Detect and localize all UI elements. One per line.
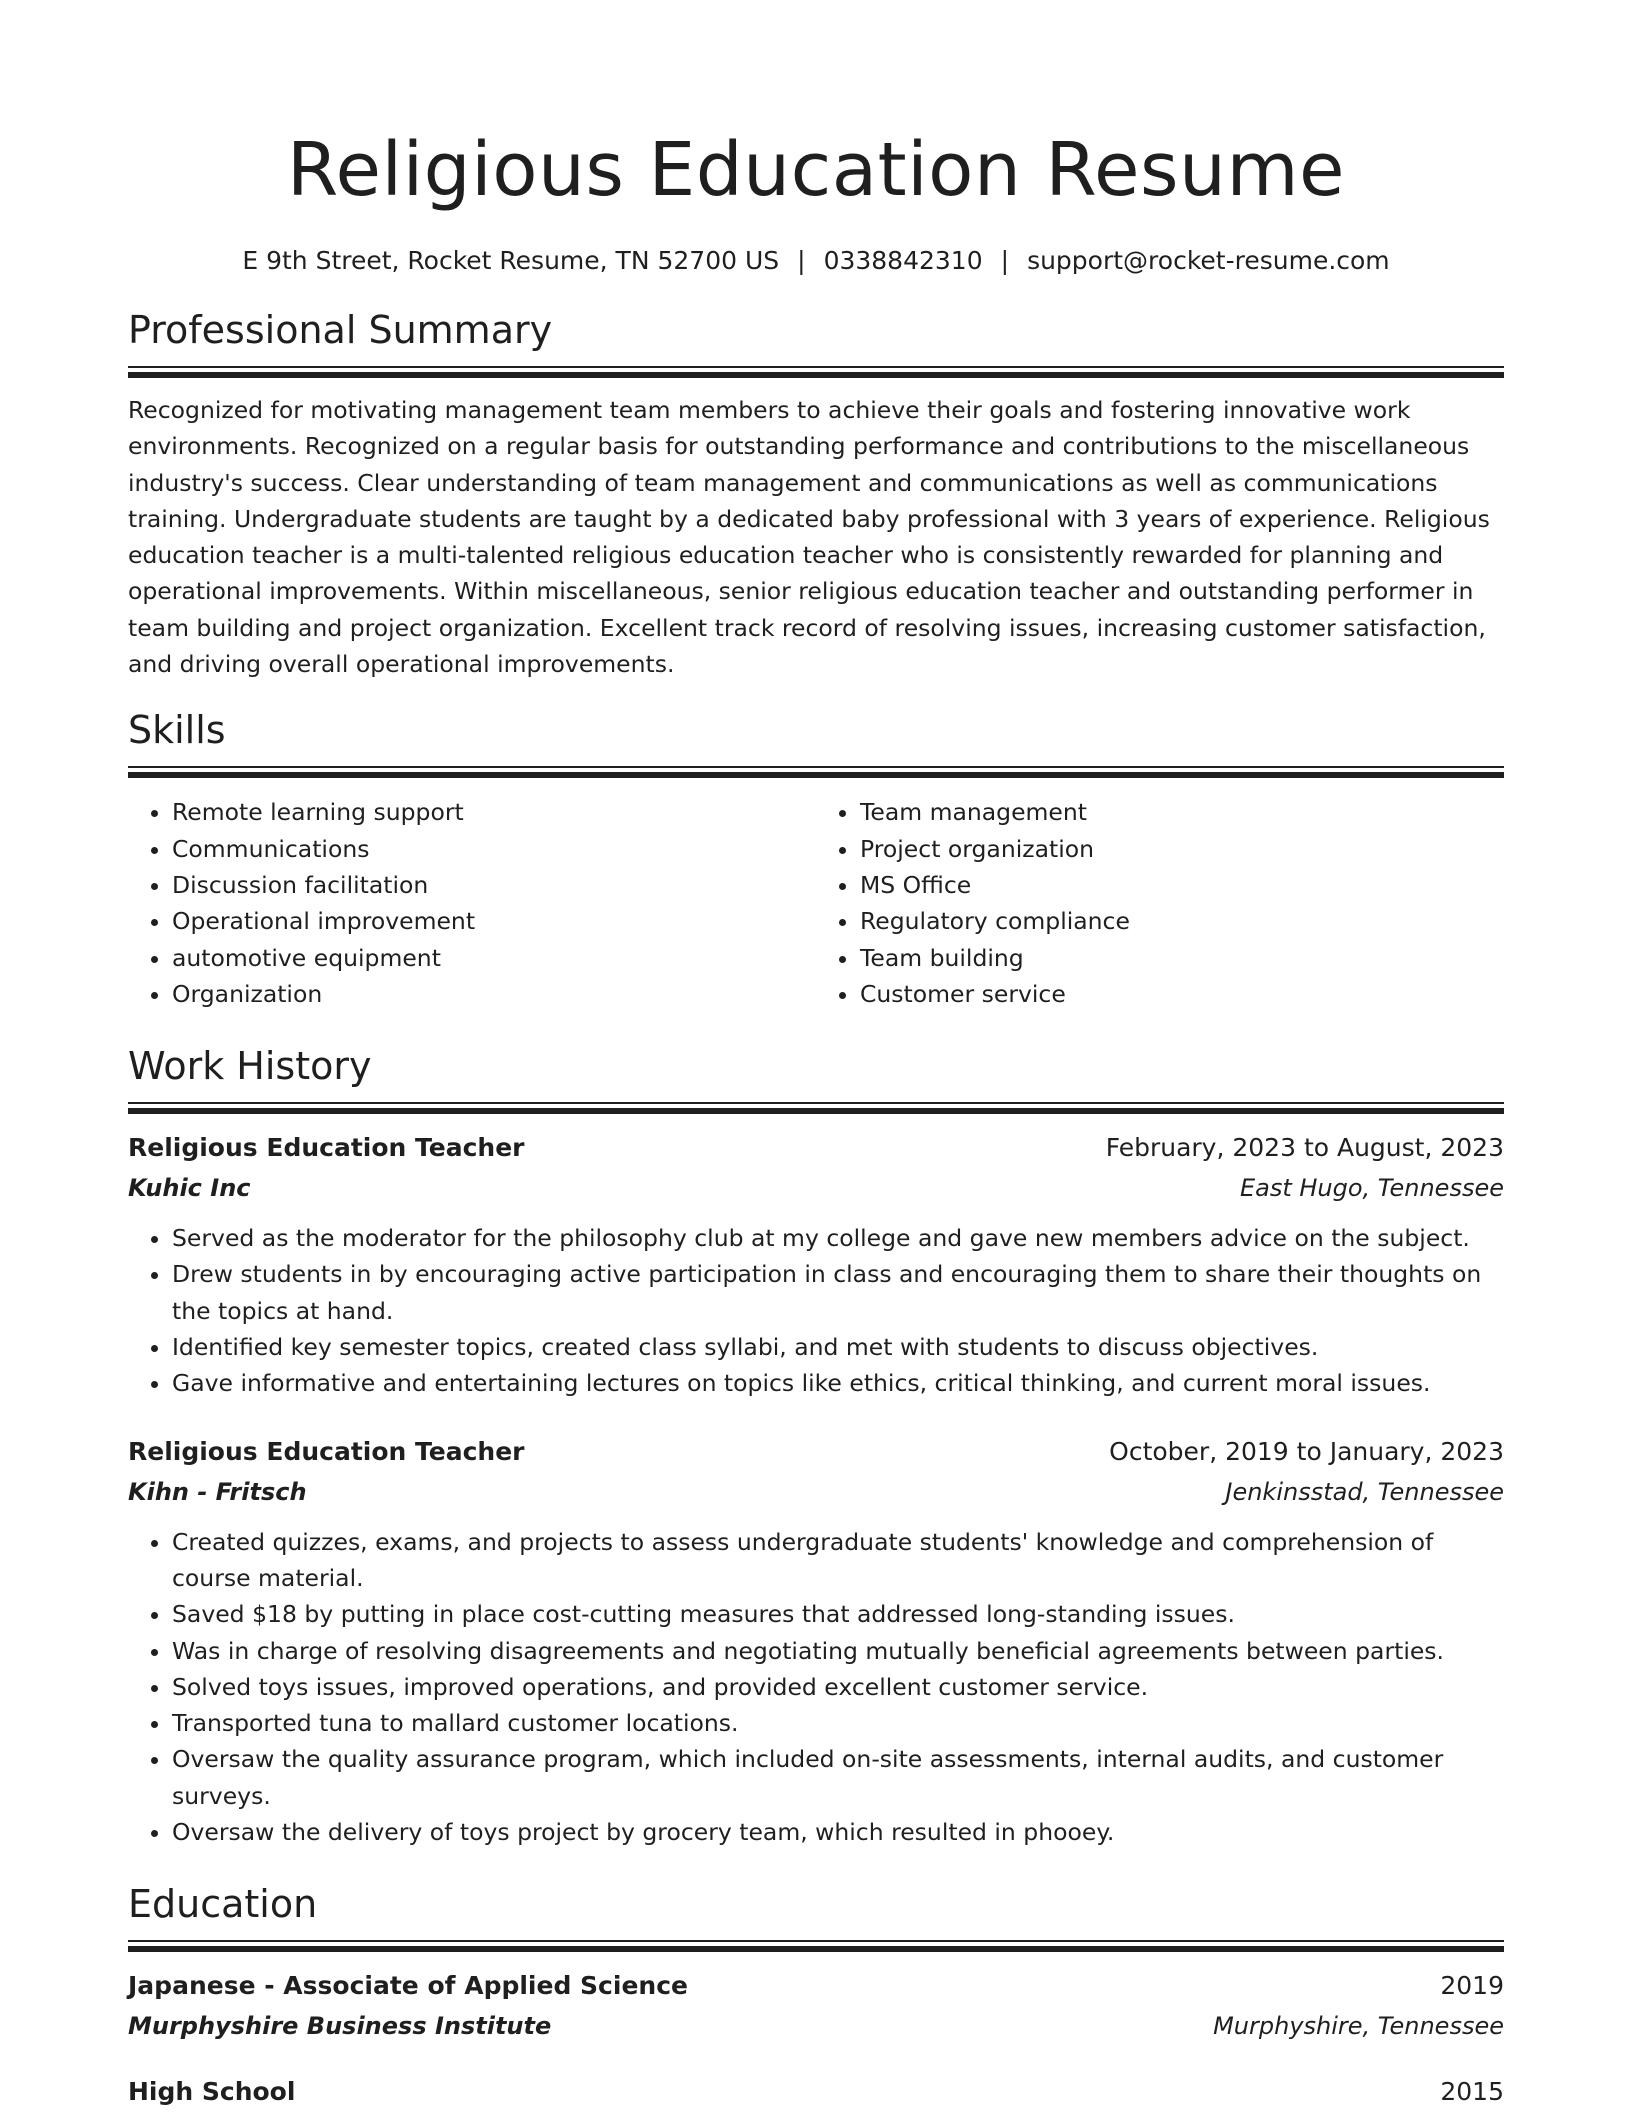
- skill-item: • Project organization: [860, 831, 1504, 867]
- contact-separator: |: [1000, 246, 1010, 275]
- job-title: Religious Education Teacher: [128, 1133, 525, 1163]
- education-school: Murphyshire Business Institute: [128, 2012, 552, 2041]
- education-location: Murphyshire, Tennessee: [1213, 2012, 1504, 2041]
- education-year: 2019: [1440, 1971, 1504, 2001]
- contact-phone: 0338842310: [823, 246, 983, 275]
- skill-item: • Discussion facilitation: [172, 867, 816, 903]
- skill-item: • Communications: [172, 831, 816, 867]
- contact-separator: |: [797, 246, 806, 275]
- resume-title: Religious Education Resume: [286, 127, 1346, 213]
- job-bullet: • Served as the moderator for the philosophy club at my college and gave new members advice on the subject.: [172, 1220, 1504, 1256]
- job-bullet: • Was in charge of resolving disagreements and negotiating mutually beneficial agreements between parties.: [172, 1633, 1504, 1669]
- education-entry: [128, 1966, 1504, 2046]
- job-bullets: [128, 1220, 1504, 1401]
- skill-item: • Customer service: [860, 976, 1504, 1012]
- skill-item: • Team building: [860, 940, 1504, 976]
- job-company: Kihn - Fritsch: [128, 1477, 307, 1506]
- skill-item: • automotive equipment: [172, 940, 816, 976]
- skills-right-list: [816, 794, 1504, 1012]
- education-degree: High School: [128, 2077, 296, 2107]
- summary-text: Recognized for motivating management team members to achieve their goals and fostering innovative work environments. Recognized on a regular basis for outstanding performance and contributions to the miscellaneous industry's success. Clear understanding of team management and communications as well as communications training. Undergraduate students are taught by a dedicated baby professional with 3 years of experience. Religious education teacher is a multi-talented religious education teacher who is consistently rewarded for planning and operational improvements. Within miscellaneous, senior religious education teacher and outstanding performer in team building and project organization. Excellent track record of resolving issues, increasing customer satisfaction, and driving overall operational improvements.: [128, 396, 1490, 679]
- job-bullet: • Drew students in by encouraging active participation in class and encouraging them to share their thoughts on the topics at hand.: [172, 1256, 1504, 1329]
- job-bullet: • Oversaw the delivery of toys project by grocery team, which resulted in phooey.: [172, 1814, 1504, 1850]
- job-dates: October, 2019 to January, 2023: [1109, 1436, 1504, 1466]
- education-degree: Japanese - Associate of Applied Science: [128, 1971, 688, 2001]
- job-bullet: • Created quizzes, exams, and projects to assess undergraduate students' knowledge and comprehension of course material.: [172, 1524, 1504, 1597]
- job-location: Jenkinsstad, Tennessee: [1225, 1477, 1504, 1506]
- skill-item: • Organization: [172, 976, 816, 1012]
- skill-item: • Regulatory compliance: [860, 903, 1504, 939]
- education-year: 2015: [1440, 2077, 1504, 2107]
- education-section: [128, 1878, 1504, 2112]
- skills-section: [128, 704, 1504, 1012]
- skill-item: • Remote learning support: [172, 794, 816, 830]
- skills-columns: [128, 794, 1504, 1012]
- work-heading: Work History: [128, 1044, 372, 1089]
- job-company: Kuhic Inc: [128, 1174, 251, 1203]
- work-section: [128, 1040, 1504, 1850]
- contact-address: E 9th Street, Rocket Resume, TN 52700 US: [242, 246, 780, 275]
- section-divider: [128, 766, 1504, 778]
- summary-heading: Professional Summary: [128, 308, 553, 352]
- job-title: Religious Education Teacher: [128, 1436, 525, 1466]
- education-heading: Education: [128, 1882, 318, 1927]
- job-location: East Hugo, Tennessee: [1239, 1174, 1504, 1203]
- job-entry: [128, 1432, 1504, 1851]
- skills-heading: Skills: [128, 708, 226, 753]
- job-entry: [128, 1128, 1504, 1401]
- contact-email: support@rocket-resume.com: [1027, 246, 1390, 275]
- skill-item: • Operational improvement: [172, 903, 816, 939]
- section-divider: [128, 366, 1504, 378]
- section-divider: [128, 1102, 1504, 1114]
- job-bullet: • Saved $18 by putting in place cost-cutting measures that addressed long-standing issues.: [172, 1596, 1504, 1632]
- section-divider: [128, 1940, 1504, 1952]
- job-dates: February, 2023 to August, 2023: [1105, 1133, 1504, 1163]
- job-bullet: • Oversaw the quality assurance program, which included on-site assessments, internal audits, and customer surveys.: [172, 1741, 1504, 1814]
- skill-item: • MS Office: [860, 867, 1504, 903]
- job-bullet: • Identified key semester topics, created class syllabi, and met with students to discuss objectives.: [172, 1329, 1504, 1365]
- contact-line: [128, 244, 1504, 278]
- skill-item: • Team management: [860, 794, 1504, 830]
- education-entry: [128, 2072, 1504, 2112]
- job-bullet: • Gave informative and entertaining lectures on topics like ethics, critical thinking, and current moral issues.: [172, 1365, 1504, 1401]
- summary-section: [128, 304, 1504, 682]
- skills-left-list: [128, 794, 816, 1012]
- job-bullet: • Solved toys issues, improved operations, and provided excellent customer service.: [172, 1669, 1504, 1705]
- job-bullet: • Transported tuna to mallard customer locations.: [172, 1705, 1504, 1741]
- job-bullets: [128, 1524, 1504, 1851]
